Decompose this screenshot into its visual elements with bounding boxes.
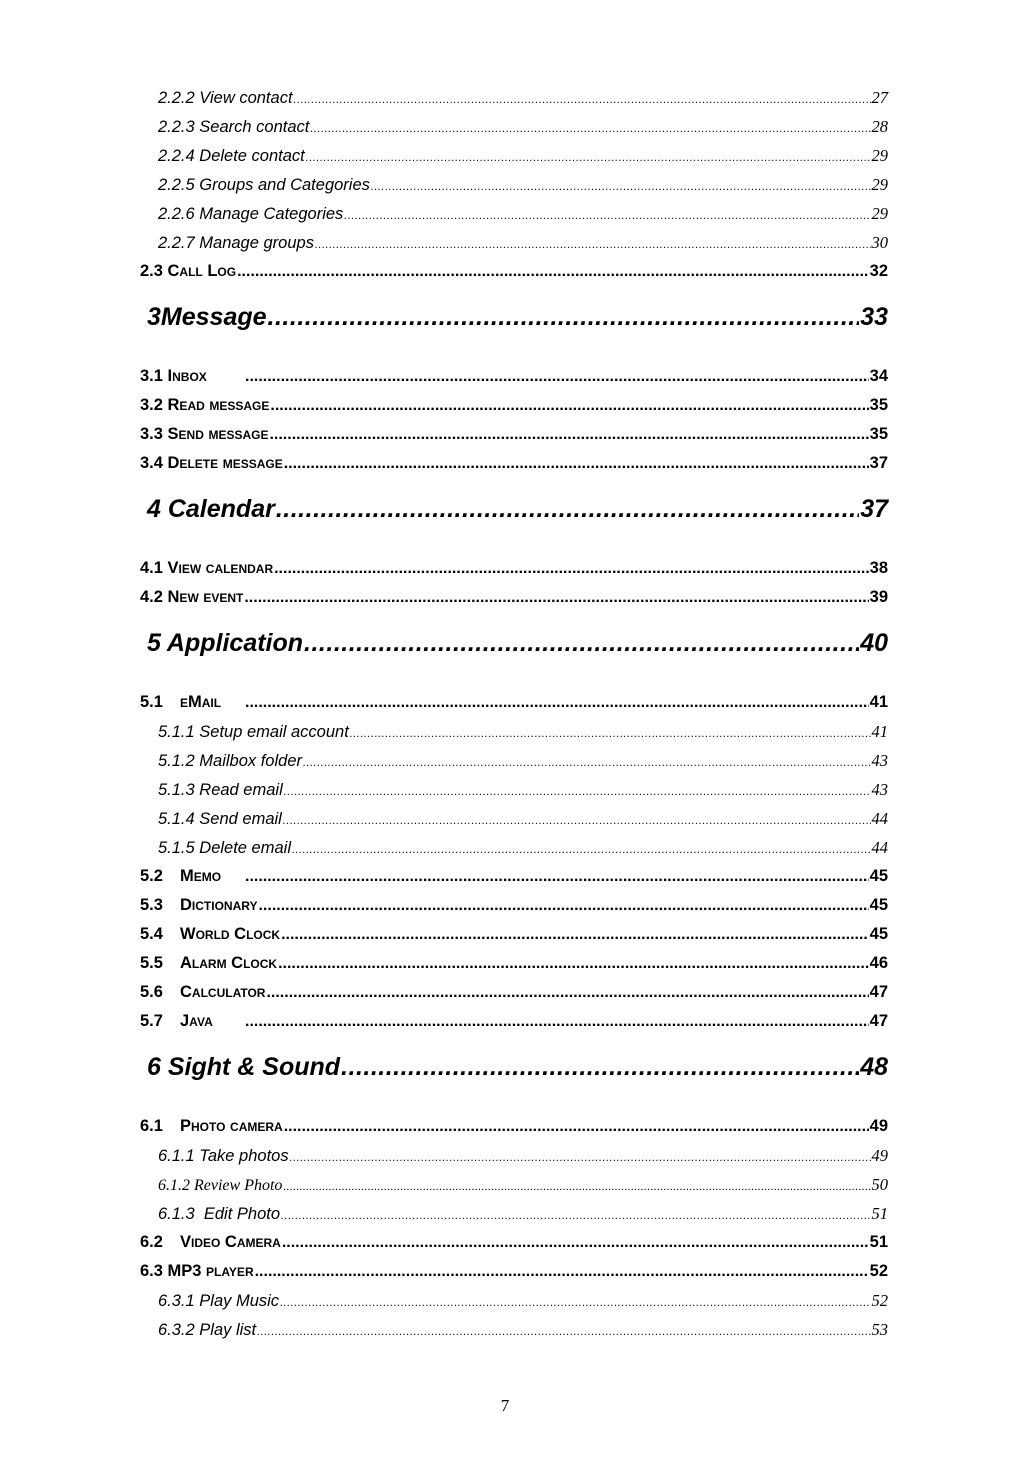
toc-chapter-label: 5 Application: [147, 629, 304, 657]
section-title: Dictionary: [180, 896, 258, 914]
toc-chapter-page: 40: [860, 629, 888, 657]
toc-entry-page: 29: [871, 204, 888, 223]
toc-entry[interactable]: [140, 1291, 888, 1320]
section-title: Photo camera: [180, 1117, 283, 1135]
toc-section[interactable]: [140, 983, 888, 1012]
dot-leader: [315, 239, 871, 251]
toc-entry-label: 5.1.1 Setup email account: [158, 723, 349, 741]
toc-section-page: 47: [869, 1012, 888, 1030]
toc-section[interactable]: [140, 925, 888, 954]
toc-chapter-calendar[interactable]: [140, 495, 888, 547]
toc-section-page: 37: [869, 454, 888, 472]
toc-entry[interactable]: [140, 204, 888, 233]
dot-leader: [304, 629, 859, 658]
toc-section[interactable]: [140, 954, 888, 983]
toc-entry-label: 5.1.4 Send email: [158, 810, 282, 828]
toc-entry-page: 30: [871, 233, 888, 252]
toc-entry[interactable]: [140, 780, 888, 809]
toc-entry-page: 41: [871, 722, 888, 741]
toc-entry-label: 5.1.5 Delete email: [158, 839, 291, 857]
toc-entry-page: 29: [871, 146, 888, 165]
dot-leader: [294, 94, 871, 106]
dot-leader: [268, 303, 860, 332]
toc-section[interactable]: [140, 425, 888, 454]
toc-section[interactable]: [140, 454, 888, 483]
toc-entry-page: 53: [871, 1320, 888, 1339]
dot-leader: [244, 589, 868, 607]
toc-section-page: 45: [869, 925, 888, 943]
toc-section-page: 34: [869, 367, 888, 385]
dot-leader: [278, 955, 869, 973]
section-title: Memo: [180, 867, 222, 885]
toc-section-page: 35: [869, 425, 888, 443]
dot-leader: [281, 1210, 870, 1222]
toc-entry-label: 2.2.7 Manage groups: [158, 234, 314, 252]
section-number: 5.5: [140, 954, 163, 972]
toc-section[interactable]: [140, 693, 888, 722]
dot-leader: [281, 926, 869, 944]
toc-entry[interactable]: [140, 1175, 888, 1204]
toc-section-label: 3.2 Read message: [140, 396, 270, 414]
toc-section[interactable]: [140, 262, 888, 291]
toc-section-label: 3.1 Inbox: [140, 367, 207, 385]
dot-leader: [284, 786, 871, 798]
toc-entry[interactable]: [140, 88, 888, 117]
toc-entry-page: 27: [871, 88, 888, 107]
section-number: 5.2: [140, 867, 163, 885]
toc-section[interactable]: [140, 896, 888, 925]
toc-entry-page: 44: [871, 809, 888, 828]
toc-entry[interactable]: [140, 146, 888, 175]
section-number: 5.1: [140, 693, 163, 711]
dot-leader: [283, 1181, 870, 1193]
toc-entry-label: 2.2.6 Manage Categories: [158, 205, 344, 223]
toc-section-label: 3.3 Send message: [140, 425, 269, 443]
page-number: 7: [500, 1396, 510, 1415]
toc-section-label: [140, 1012, 244, 1031]
toc-entry[interactable]: [140, 1204, 888, 1233]
toc-section-label: [140, 983, 265, 1002]
dot-leader: [270, 397, 868, 415]
dot-leader: [283, 815, 871, 827]
dot-leader: [303, 757, 871, 769]
toc-section-page: 49: [869, 1117, 888, 1135]
toc-section-label: 2.3 Call Log: [140, 262, 237, 280]
section-title: Java: [180, 1012, 213, 1030]
toc-entry-label: 6.3.2 Play list: [158, 1321, 257, 1339]
toc-section[interactable]: [140, 396, 888, 425]
toc-entry-page: 52: [871, 1291, 888, 1310]
toc-chapter-page: 37: [860, 495, 888, 523]
dot-leader: [280, 1297, 870, 1309]
dot-leader: [341, 1053, 859, 1082]
toc-entry-page: 49: [871, 1146, 888, 1165]
dot-leader: [245, 368, 869, 386]
dot-leader: [245, 1013, 869, 1031]
toc-entry[interactable]: [140, 1146, 888, 1175]
toc-chapter-message[interactable]: [140, 303, 888, 355]
toc-entry-label: 6.1.1 Take photos: [158, 1147, 289, 1165]
toc-entry[interactable]: [140, 751, 888, 780]
toc-section-page: 39: [869, 588, 888, 606]
toc-entry-page: 29: [871, 175, 888, 194]
dot-leader: [284, 1118, 869, 1136]
toc-chapter-label: 6 Sight & Sound: [147, 1053, 341, 1081]
toc-section-label: [140, 1117, 283, 1136]
toc-section[interactable]: [140, 867, 888, 896]
section-number: 5.6: [140, 983, 163, 1001]
toc-entry-page: 44: [871, 838, 888, 857]
dot-leader: [310, 123, 870, 135]
toc-entry-label: 2.2.2 View contact: [158, 89, 293, 107]
section-number: 5.4: [140, 925, 163, 943]
toc-section[interactable]: [140, 1233, 888, 1262]
toc-entry-page: 50: [871, 1175, 888, 1194]
toc-entry-label: 2.2.4 Delete contact: [158, 147, 305, 165]
dot-leader: [255, 1263, 869, 1281]
toc-section-page: 32: [869, 262, 888, 280]
toc-entry-page: 43: [871, 751, 888, 770]
toc-chapter-page: 48: [860, 1053, 888, 1081]
toc-entry[interactable]: [140, 175, 888, 204]
dot-leader: [237, 263, 869, 281]
dot-leader: [266, 984, 868, 1002]
toc-chapter-label: 3Message: [147, 303, 267, 331]
toc-section-label: 3.4 Delete message: [140, 454, 283, 472]
section-number: 5.3: [140, 896, 163, 914]
section-title: World Clock: [180, 925, 281, 943]
toc-section[interactable]: [140, 1262, 888, 1291]
toc-entry[interactable]: [140, 838, 888, 867]
dot-leader: [290, 1152, 871, 1164]
toc-entry-label: 6.3.1 Play Music: [158, 1292, 280, 1310]
toc-section[interactable]: [140, 1117, 888, 1146]
dot-leader: [284, 455, 869, 473]
dot-leader: [371, 181, 871, 193]
toc-chapter-page: 33: [860, 303, 888, 331]
toc-entry-label: 6.1.3 Edit Photo: [158, 1205, 281, 1223]
toc-entry-label: 2.2.5 Groups and Categories: [158, 176, 370, 194]
dot-leader: [276, 495, 859, 524]
section-number: 6.2: [140, 1233, 163, 1251]
toc-entry[interactable]: [140, 117, 888, 146]
toc-section-page: 45: [869, 896, 888, 914]
toc-section-page: 46: [869, 954, 888, 972]
dot-leader: [245, 694, 869, 712]
toc-entry[interactable]: [140, 809, 888, 838]
table-of-contents: [140, 88, 888, 1349]
toc-section-page: 45: [869, 867, 888, 885]
toc-entry[interactable]: [140, 722, 888, 751]
toc-section[interactable]: [140, 588, 888, 617]
toc-chapter-application[interactable]: [140, 629, 888, 681]
dot-leader: [292, 844, 871, 856]
toc-entry-label: 5.1.3 Read email: [158, 781, 283, 799]
toc-section-label: [140, 1233, 281, 1252]
section-title: Alarm Clock: [180, 954, 278, 972]
toc-section-page: 52: [869, 1262, 888, 1280]
toc-entry[interactable]: [140, 1320, 888, 1349]
toc-entry-label: 5.1.2 Mailbox folder: [158, 752, 302, 770]
toc-chapter-sight-sound[interactable]: [140, 1053, 888, 1105]
section-title: Video Camera: [180, 1233, 281, 1251]
toc-section-page: 38: [869, 559, 888, 577]
dot-leader: [306, 152, 871, 164]
toc-entry-label: 6.1.2 Review Photo: [158, 1177, 283, 1194]
toc-section-label: 6.3 MP3 player: [140, 1262, 254, 1280]
toc-section-page: 47: [869, 983, 888, 1001]
toc-section[interactable]: [140, 559, 888, 588]
dot-leader: [257, 1326, 870, 1338]
toc-entry-page: 51: [871, 1204, 888, 1223]
dot-leader: [282, 1234, 869, 1252]
toc-section[interactable]: [140, 1012, 888, 1041]
toc-section-label: [140, 925, 280, 944]
toc-section-label: [140, 867, 244, 886]
toc-entry-label: 2.2.3 Search contact: [158, 118, 310, 136]
toc-section-page: 51: [869, 1233, 888, 1251]
section-number: 5.7: [140, 1012, 163, 1030]
toc-section[interactable]: [140, 367, 888, 396]
toc-entry-page: 43: [871, 780, 888, 799]
toc-entry-page: 28: [871, 117, 888, 136]
dot-leader: [269, 426, 868, 444]
dot-leader: [258, 897, 868, 915]
section-title: eMail: [180, 693, 222, 711]
toc-section-label: 4.2 New event: [140, 588, 244, 606]
toc-section-label: [140, 693, 244, 712]
section-title: Calculator: [180, 983, 266, 1001]
dot-leader: [245, 868, 869, 886]
dot-leader: [274, 560, 869, 578]
dot-leader: [344, 210, 870, 222]
section-number: 6.1: [140, 1117, 163, 1135]
toc-section-page: 35: [869, 396, 888, 414]
toc-section-page: 41: [869, 693, 888, 711]
toc-section-label: [140, 954, 277, 973]
toc-section-label: [140, 896, 257, 915]
toc-entry[interactable]: [140, 233, 888, 262]
dot-leader: [350, 728, 871, 740]
toc-chapter-label: 4 Calendar: [147, 495, 275, 523]
toc-section-label: 4.1 View calendar: [140, 559, 274, 577]
